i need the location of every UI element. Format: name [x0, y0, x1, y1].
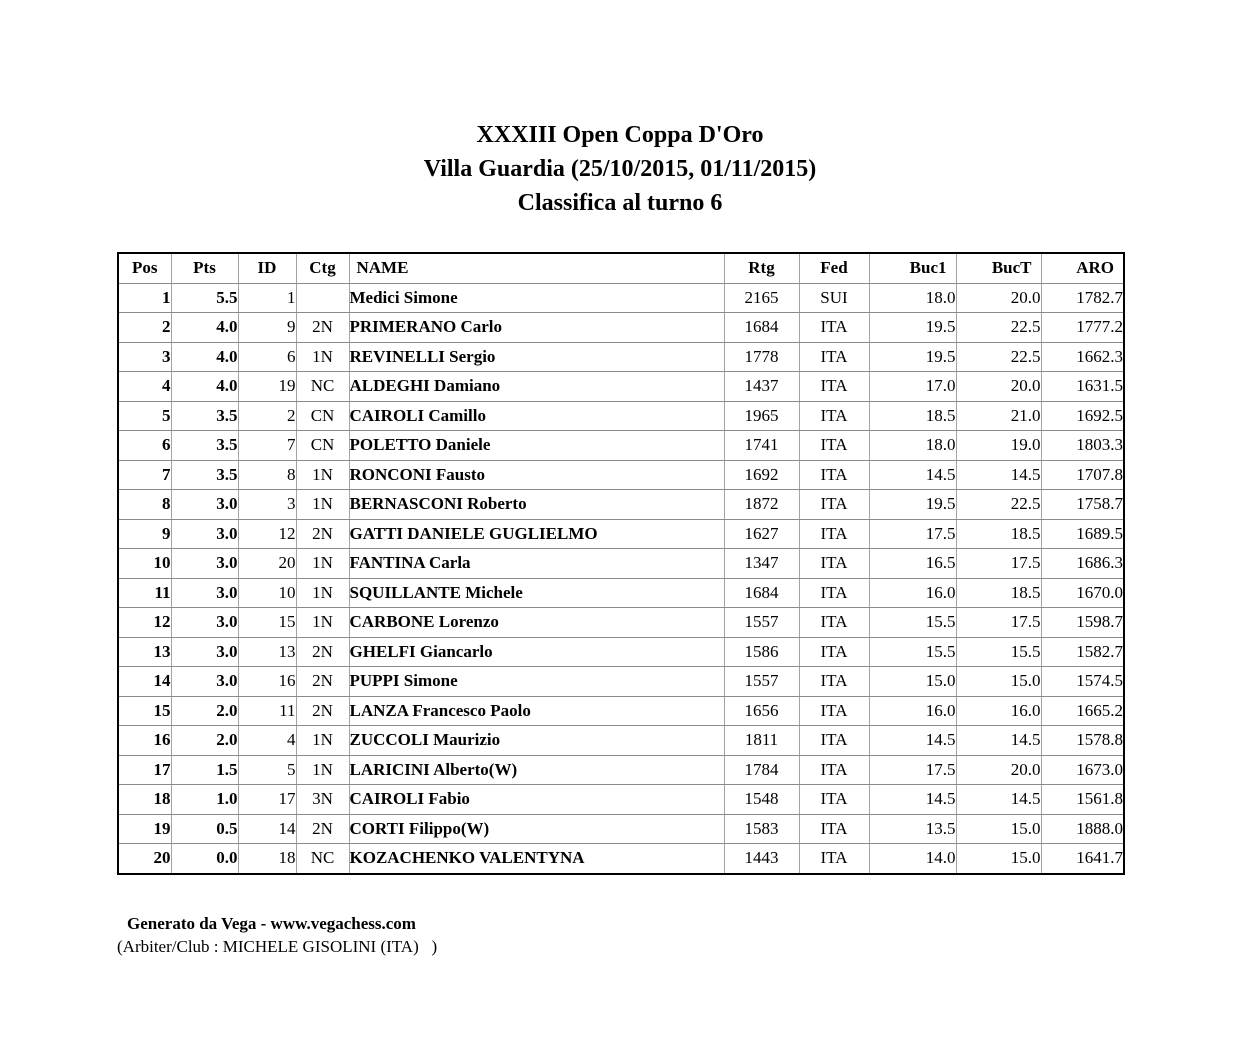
cell-buc1: 17.5: [869, 755, 956, 785]
cell-pos: 18: [118, 785, 171, 815]
cell-buc1: 13.5: [869, 814, 956, 844]
cell-fed: ITA: [799, 372, 869, 402]
cell-pos: 20: [118, 844, 171, 874]
cell-ctg: 1N: [296, 578, 349, 608]
cell-pos: 3: [118, 342, 171, 372]
cell-id: 6: [238, 342, 296, 372]
cell-pts: 2.0: [171, 696, 238, 726]
cell-rtg: 1583: [724, 814, 799, 844]
cell-pts: 5.5: [171, 283, 238, 313]
cell-fed: ITA: [799, 696, 869, 726]
cell-name: BERNASCONI Roberto: [349, 490, 724, 520]
cell-ctg: 2N: [296, 814, 349, 844]
cell-pts: 4.0: [171, 372, 238, 402]
footer: [117, 912, 437, 958]
cell-buct: 15.0: [956, 667, 1041, 697]
table-row: [118, 372, 1124, 402]
cell-pts: 3.0: [171, 637, 238, 667]
cell-name: GATTI DANIELE GUGLIELMO: [349, 519, 724, 549]
table-row: [118, 578, 1124, 608]
cell-aro: 1689.5: [1041, 519, 1124, 549]
cell-buct: 22.5: [956, 313, 1041, 343]
cell-ctg: 2N: [296, 313, 349, 343]
cell-buct: 20.0: [956, 755, 1041, 785]
cell-aro: 1803.3: [1041, 431, 1124, 461]
table-row: [118, 814, 1124, 844]
cell-rtg: 1557: [724, 667, 799, 697]
cell-pts: 3.5: [171, 431, 238, 461]
cell-aro: 1561.8: [1041, 785, 1124, 815]
table-row: [118, 519, 1124, 549]
cell-id: 19: [238, 372, 296, 402]
cell-buc1: 16.0: [869, 578, 956, 608]
cell-buc1: 19.5: [869, 313, 956, 343]
cell-buc1: 18.5: [869, 401, 956, 431]
cell-buct: 14.5: [956, 460, 1041, 490]
cell-pts: 3.0: [171, 519, 238, 549]
cell-name: CARBONE Lorenzo: [349, 608, 724, 638]
cell-buc1: 14.5: [869, 460, 956, 490]
table-row: [118, 283, 1124, 313]
cell-buc1: 14.5: [869, 785, 956, 815]
cell-fed: ITA: [799, 608, 869, 638]
cell-id: 20: [238, 549, 296, 579]
cell-id: 5: [238, 755, 296, 785]
cell-pos: 16: [118, 726, 171, 756]
cell-id: 1: [238, 283, 296, 313]
cell-name: LARICINI Alberto(W): [349, 755, 724, 785]
cell-rtg: 1548: [724, 785, 799, 815]
cell-pos: 4: [118, 372, 171, 402]
header-row: [118, 253, 1124, 283]
cell-pos: 8: [118, 490, 171, 520]
table-row: [118, 726, 1124, 756]
cell-id: 3: [238, 490, 296, 520]
cell-name: POLETTO Daniele: [349, 431, 724, 461]
cell-rtg: 1811: [724, 726, 799, 756]
cell-aro: 1598.7: [1041, 608, 1124, 638]
table-row: [118, 755, 1124, 785]
cell-ctg: [296, 283, 349, 313]
cell-aro: 1574.5: [1041, 667, 1124, 697]
cell-pts: 0.5: [171, 814, 238, 844]
table-row: [118, 696, 1124, 726]
cell-fed: ITA: [799, 549, 869, 579]
standings-table: [117, 252, 1125, 875]
cell-id: 2: [238, 401, 296, 431]
cell-name: CAIROLI Fabio: [349, 785, 724, 815]
cell-name: Medici Simone: [349, 283, 724, 313]
cell-buct: 18.5: [956, 519, 1041, 549]
table-row: [118, 401, 1124, 431]
cell-rtg: 1778: [724, 342, 799, 372]
table-row: [118, 637, 1124, 667]
cell-id: 4: [238, 726, 296, 756]
cell-id: 11: [238, 696, 296, 726]
cell-ctg: NC: [296, 372, 349, 402]
cell-ctg: 1N: [296, 549, 349, 579]
cell-name: CORTI Filippo(W): [349, 814, 724, 844]
cell-buct: 16.0: [956, 696, 1041, 726]
cell-name: PRIMERANO Carlo: [349, 313, 724, 343]
cell-buct: 15.0: [956, 844, 1041, 874]
cell-pts: 3.0: [171, 549, 238, 579]
cell-ctg: 2N: [296, 696, 349, 726]
cell-buct: 14.5: [956, 785, 1041, 815]
cell-aro: 1888.0: [1041, 814, 1124, 844]
cell-buc1: 15.0: [869, 667, 956, 697]
cell-buc1: 16.5: [869, 549, 956, 579]
cell-buct: 20.0: [956, 372, 1041, 402]
cell-pts: 3.0: [171, 608, 238, 638]
cell-pos: 7: [118, 460, 171, 490]
cell-pts: 3.0: [171, 578, 238, 608]
cell-name: ZUCCOLI Maurizio: [349, 726, 724, 756]
column-header-name: NAME: [349, 253, 724, 283]
cell-pos: 12: [118, 608, 171, 638]
column-header-ctg: Ctg: [296, 253, 349, 283]
cell-fed: ITA: [799, 785, 869, 815]
cell-ctg: 2N: [296, 519, 349, 549]
column-header-fed: Fed: [799, 253, 869, 283]
cell-id: 13: [238, 637, 296, 667]
cell-fed: ITA: [799, 814, 869, 844]
cell-aro: 1665.2: [1041, 696, 1124, 726]
cell-fed: ITA: [799, 667, 869, 697]
cell-pts: 1.5: [171, 755, 238, 785]
cell-pos: 5: [118, 401, 171, 431]
column-header-pos: Pos: [118, 253, 171, 283]
table-head: [118, 253, 1124, 283]
cell-fed: ITA: [799, 755, 869, 785]
cell-pos: 6: [118, 431, 171, 461]
arbiter-club-line: (Arbiter/Club : MICHELE GISOLINI (ITA) ): [117, 937, 438, 956]
cell-fed: ITA: [799, 490, 869, 520]
cell-id: 14: [238, 814, 296, 844]
cell-id: 17: [238, 785, 296, 815]
cell-aro: 1670.0: [1041, 578, 1124, 608]
cell-fed: ITA: [799, 519, 869, 549]
cell-pts: 2.0: [171, 726, 238, 756]
cell-buct: 15.0: [956, 814, 1041, 844]
cell-rtg: 1872: [724, 490, 799, 520]
table-row: [118, 785, 1124, 815]
cell-buc1: 15.5: [869, 637, 956, 667]
cell-aro: 1782.7: [1041, 283, 1124, 313]
table-row: [118, 431, 1124, 461]
cell-aro: 1758.7: [1041, 490, 1124, 520]
cell-pts: 1.0: [171, 785, 238, 815]
cell-pts: 3.5: [171, 401, 238, 431]
cell-buct: 22.5: [956, 342, 1041, 372]
cell-buc1: 14.0: [869, 844, 956, 874]
cell-buc1: 19.5: [869, 342, 956, 372]
cell-fed: SUI: [799, 283, 869, 313]
cell-id: 8: [238, 460, 296, 490]
column-header-rtg: Rtg: [724, 253, 799, 283]
cell-pts: 3.0: [171, 490, 238, 520]
table-row: [118, 460, 1124, 490]
cell-name: PUPPI Simone: [349, 667, 724, 697]
table-row: [118, 608, 1124, 638]
cell-name: GHELFI Giancarlo: [349, 637, 724, 667]
cell-pos: 1: [118, 283, 171, 313]
cell-name: ALDEGHI Damiano: [349, 372, 724, 402]
cell-pts: 3.5: [171, 460, 238, 490]
cell-fed: ITA: [799, 313, 869, 343]
cell-aro: 1777.2: [1041, 313, 1124, 343]
cell-aro: 1673.0: [1041, 755, 1124, 785]
cell-rtg: 1443: [724, 844, 799, 874]
cell-fed: ITA: [799, 578, 869, 608]
column-header-aro: ARO: [1041, 253, 1124, 283]
cell-aro: 1578.8: [1041, 726, 1124, 756]
cell-fed: ITA: [799, 637, 869, 667]
table-row: [118, 342, 1124, 372]
cell-pts: 4.0: [171, 313, 238, 343]
cell-buct: 20.0: [956, 283, 1041, 313]
cell-rtg: 1692: [724, 460, 799, 490]
standings-table-wrapper: [117, 252, 1125, 875]
cell-rtg: 1586: [724, 637, 799, 667]
cell-ctg: 3N: [296, 785, 349, 815]
cell-ctg: 1N: [296, 726, 349, 756]
cell-pos: 9: [118, 519, 171, 549]
cell-buc1: 15.5: [869, 608, 956, 638]
cell-ctg: CN: [296, 401, 349, 431]
table-row: [118, 549, 1124, 579]
cell-name: SQUILLANTE Michele: [349, 578, 724, 608]
cell-pos: 14: [118, 667, 171, 697]
cell-ctg: 2N: [296, 667, 349, 697]
cell-fed: ITA: [799, 342, 869, 372]
cell-rtg: 1557: [724, 608, 799, 638]
cell-aro: 1692.5: [1041, 401, 1124, 431]
cell-name: KOZACHENKO VALENTYNA: [349, 844, 724, 874]
cell-buc1: 19.5: [869, 490, 956, 520]
cell-fed: ITA: [799, 844, 869, 874]
cell-buc1: 14.5: [869, 726, 956, 756]
cell-ctg: 1N: [296, 460, 349, 490]
cell-rtg: 2165: [724, 283, 799, 313]
cell-id: 15: [238, 608, 296, 638]
cell-id: 7: [238, 431, 296, 461]
table-row: [118, 490, 1124, 520]
cell-rtg: 1684: [724, 313, 799, 343]
cell-ctg: 1N: [296, 490, 349, 520]
cell-rtg: 1437: [724, 372, 799, 402]
column-header-buct: BucT: [956, 253, 1041, 283]
cell-name: RONCONI Fausto: [349, 460, 724, 490]
cell-pos: 2: [118, 313, 171, 343]
cell-pos: 13: [118, 637, 171, 667]
cell-pos: 15: [118, 696, 171, 726]
cell-buc1: 16.0: [869, 696, 956, 726]
cell-id: 12: [238, 519, 296, 549]
column-header-buc1: Buc1: [869, 253, 956, 283]
table-row: [118, 844, 1124, 874]
cell-buct: 15.5: [956, 637, 1041, 667]
cell-fed: ITA: [799, 460, 869, 490]
cell-name: LANZA Francesco Paolo: [349, 696, 724, 726]
table-row: [118, 313, 1124, 343]
cell-aro: 1686.3: [1041, 549, 1124, 579]
generator-credit: Generato da Vega - www.vegachess.com: [127, 914, 416, 933]
column-header-pts: Pts: [171, 253, 238, 283]
cell-ctg: CN: [296, 431, 349, 461]
cell-aro: 1582.7: [1041, 637, 1124, 667]
cell-buct: 21.0: [956, 401, 1041, 431]
cell-ctg: 2N: [296, 637, 349, 667]
cell-pos: 11: [118, 578, 171, 608]
cell-buct: 22.5: [956, 490, 1041, 520]
title-block: [0, 118, 1240, 220]
cell-rtg: 1656: [724, 696, 799, 726]
cell-id: 9: [238, 313, 296, 343]
cell-ctg: 1N: [296, 342, 349, 372]
tournament-venue-dates: Villa Guardia (25/10/2015, 01/11/2015): [423, 156, 817, 182]
cell-pos: 10: [118, 549, 171, 579]
cell-name: FANTINA Carla: [349, 549, 724, 579]
cell-aro: 1707.8: [1041, 460, 1124, 490]
tournament-title: XXXIII Open Coppa D'Oro: [476, 122, 764, 148]
table-row: [118, 667, 1124, 697]
cell-pts: 3.0: [171, 667, 238, 697]
cell-buc1: 17.0: [869, 372, 956, 402]
column-header-id: ID: [238, 253, 296, 283]
cell-pos: 19: [118, 814, 171, 844]
cell-fed: ITA: [799, 401, 869, 431]
cell-buc1: 18.0: [869, 283, 956, 313]
cell-fed: ITA: [799, 431, 869, 461]
cell-name: CAIROLI Camillo: [349, 401, 724, 431]
cell-ctg: NC: [296, 844, 349, 874]
cell-rtg: 1784: [724, 755, 799, 785]
cell-rtg: 1347: [724, 549, 799, 579]
cell-pts: 4.0: [171, 342, 238, 372]
standings-round-subtitle: Classifica al turno 6: [517, 190, 723, 216]
cell-id: 18: [238, 844, 296, 874]
cell-rtg: 1627: [724, 519, 799, 549]
cell-buct: 17.5: [956, 549, 1041, 579]
cell-id: 10: [238, 578, 296, 608]
cell-rtg: 1684: [724, 578, 799, 608]
cell-rtg: 1965: [724, 401, 799, 431]
cell-pos: 17: [118, 755, 171, 785]
cell-ctg: 1N: [296, 608, 349, 638]
cell-id: 16: [238, 667, 296, 697]
cell-buct: 14.5: [956, 726, 1041, 756]
cell-aro: 1662.3: [1041, 342, 1124, 372]
cell-buct: 19.0: [956, 431, 1041, 461]
cell-fed: ITA: [799, 726, 869, 756]
cell-aro: 1641.7: [1041, 844, 1124, 874]
cell-ctg: 1N: [296, 755, 349, 785]
cell-name: REVINELLI Sergio: [349, 342, 724, 372]
cell-buc1: 17.5: [869, 519, 956, 549]
cell-aro: 1631.5: [1041, 372, 1124, 402]
cell-buct: 18.5: [956, 578, 1041, 608]
cell-pts: 0.0: [171, 844, 238, 874]
table-body: [118, 283, 1124, 874]
cell-buct: 17.5: [956, 608, 1041, 638]
cell-rtg: 1741: [724, 431, 799, 461]
cell-buc1: 18.0: [869, 431, 956, 461]
